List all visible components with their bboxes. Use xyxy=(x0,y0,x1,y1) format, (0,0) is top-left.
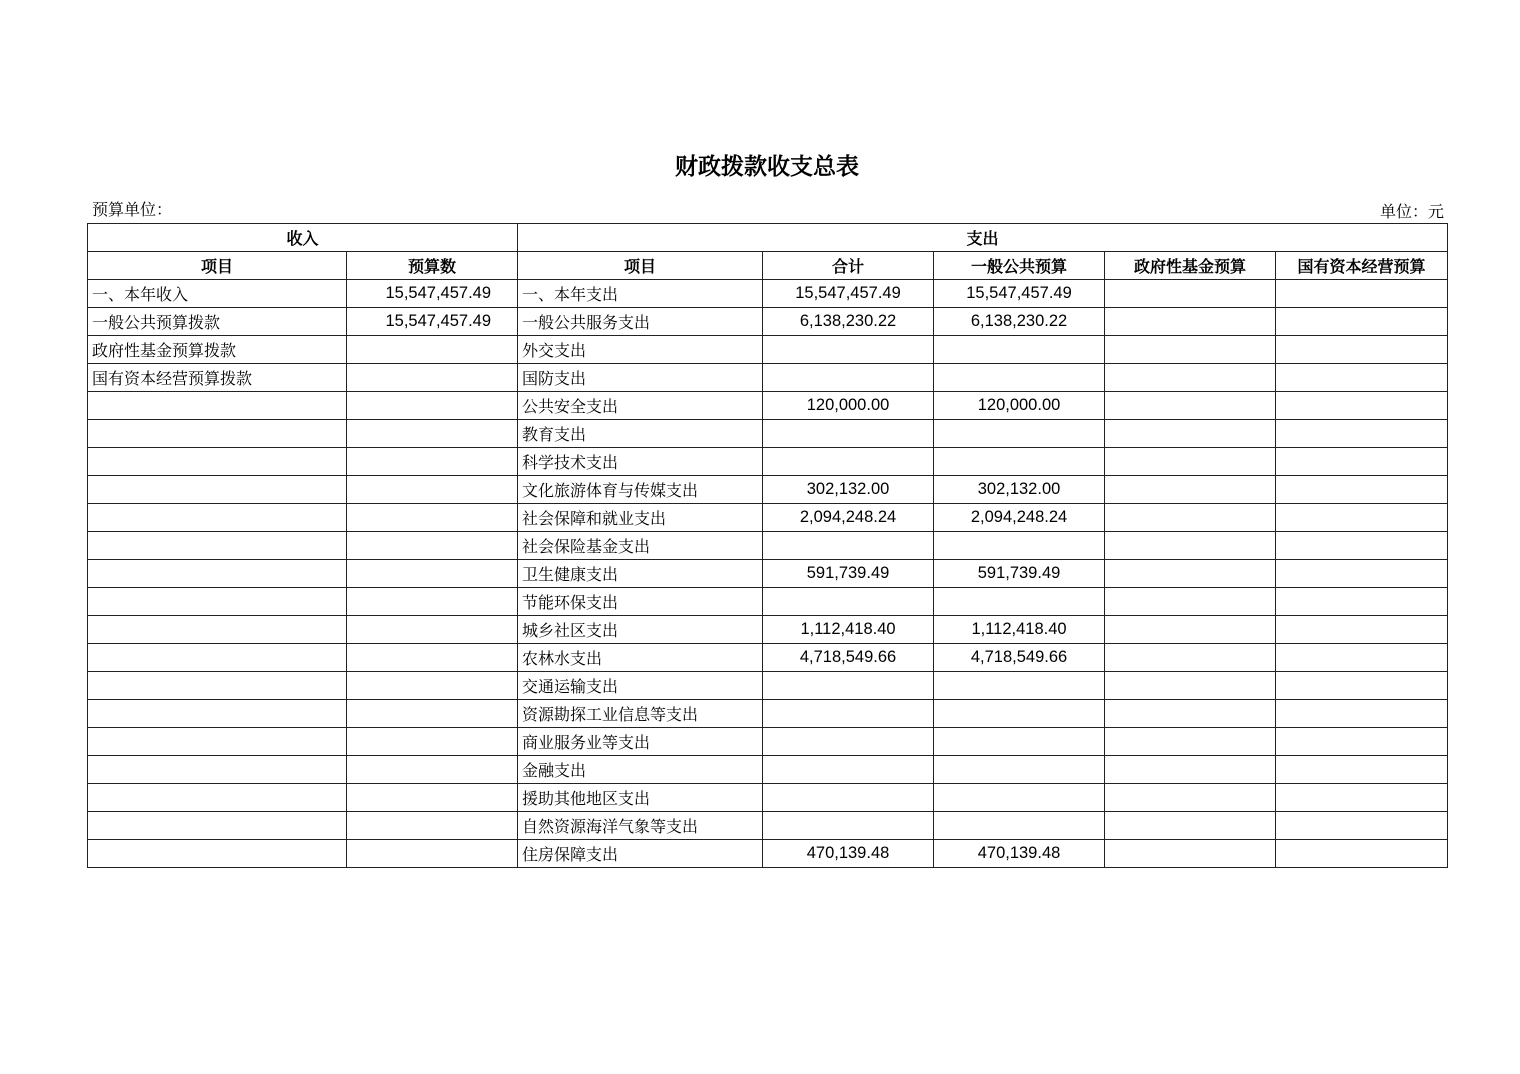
expense-item-cell: 资源勘探工业信息等支出 xyxy=(518,700,763,728)
gov-fund-cell xyxy=(1105,784,1276,812)
general-budget-cell: 120,000.00 xyxy=(934,392,1105,420)
state-capital-cell xyxy=(1276,672,1448,700)
expense-item-cell: 援助其他地区支出 xyxy=(518,784,763,812)
income-item-cell xyxy=(88,784,347,812)
income-item-cell xyxy=(88,532,347,560)
expense-item-cell: 交通运输支出 xyxy=(518,672,763,700)
table-row xyxy=(88,364,1448,392)
total-cell xyxy=(763,672,934,700)
table-row xyxy=(88,532,1448,560)
gov-fund-cell xyxy=(1105,840,1276,868)
income-group-header: 收入 xyxy=(88,224,518,252)
general-budget-cell xyxy=(934,588,1105,616)
table-row xyxy=(88,812,1448,840)
total-cell xyxy=(763,420,934,448)
income-amount-cell xyxy=(347,476,518,504)
general-budget-cell: 2,094,248.24 xyxy=(934,504,1105,532)
total-cell: 1,112,418.40 xyxy=(763,616,934,644)
income-amount-cell xyxy=(347,392,518,420)
general-budget-cell xyxy=(934,532,1105,560)
general-budget-cell xyxy=(934,700,1105,728)
table-body xyxy=(88,280,1448,868)
page-title: 财政拨款收支总表 xyxy=(675,154,859,180)
state-capital-cell xyxy=(1276,728,1448,756)
table-row xyxy=(88,616,1448,644)
state-capital-cell xyxy=(1276,756,1448,784)
income-amount-cell xyxy=(347,644,518,672)
column-header-row xyxy=(88,252,1448,280)
gov-fund-cell xyxy=(1105,392,1276,420)
income-item-cell xyxy=(88,476,347,504)
expense-item-cell: 金融支出 xyxy=(518,756,763,784)
income-item-cell xyxy=(88,448,347,476)
expense-item-cell: 城乡社区支出 xyxy=(518,616,763,644)
state-capital-cell xyxy=(1276,560,1448,588)
income-amount-cell xyxy=(347,728,518,756)
table-row xyxy=(88,448,1448,476)
table-row xyxy=(88,588,1448,616)
income-item-cell xyxy=(88,756,347,784)
income-amount-cell xyxy=(347,420,518,448)
expense-item-cell: 公共安全支出 xyxy=(518,392,763,420)
income-amount-cell xyxy=(347,336,518,364)
income-amount-cell xyxy=(347,448,518,476)
table-row xyxy=(88,420,1448,448)
total-cell xyxy=(763,756,934,784)
table-row xyxy=(88,840,1448,868)
gov-fund-cell xyxy=(1105,336,1276,364)
state-capital-cell xyxy=(1276,364,1448,392)
col-gov-fund-budget: 政府性基金预算 xyxy=(1105,252,1276,280)
income-item-cell xyxy=(88,588,347,616)
total-cell: 302,132.00 xyxy=(763,476,934,504)
table-row xyxy=(88,728,1448,756)
total-cell: 2,094,248.24 xyxy=(763,504,934,532)
income-amount-cell xyxy=(347,588,518,616)
table-row xyxy=(88,644,1448,672)
col-income-item: 项目 xyxy=(88,252,347,280)
table-row xyxy=(88,476,1448,504)
expense-item-cell: 住房保障支出 xyxy=(518,840,763,868)
general-budget-cell xyxy=(934,336,1105,364)
col-total: 合计 xyxy=(763,252,934,280)
expense-item-cell: 农林水支出 xyxy=(518,644,763,672)
general-budget-cell: 6,138,230.22 xyxy=(934,308,1105,336)
income-amount-cell xyxy=(347,700,518,728)
income-amount-cell xyxy=(347,532,518,560)
income-amount-cell xyxy=(347,812,518,840)
expense-item-cell: 卫生健康支出 xyxy=(518,560,763,588)
general-budget-cell: 302,132.00 xyxy=(934,476,1105,504)
table-row xyxy=(88,784,1448,812)
col-income-amount: 预算数 xyxy=(347,252,518,280)
general-budget-cell xyxy=(934,756,1105,784)
total-cell xyxy=(763,336,934,364)
expense-item-cell: 社会保险基金支出 xyxy=(518,532,763,560)
income-item-cell xyxy=(88,392,347,420)
income-item-cell xyxy=(88,700,347,728)
income-item-cell: 一、本年收入 xyxy=(88,280,347,308)
income-amount-cell xyxy=(347,504,518,532)
general-budget-cell xyxy=(934,420,1105,448)
expense-item-cell: 社会保障和就业支出 xyxy=(518,504,763,532)
total-cell: 470,139.48 xyxy=(763,840,934,868)
total-cell xyxy=(763,364,934,392)
general-budget-cell xyxy=(934,784,1105,812)
col-general-budget: 一般公共预算 xyxy=(934,252,1105,280)
general-budget-cell xyxy=(934,728,1105,756)
gov-fund-cell xyxy=(1105,308,1276,336)
income-item-cell xyxy=(88,672,347,700)
gov-fund-cell xyxy=(1105,420,1276,448)
income-item-cell xyxy=(88,812,347,840)
gov-fund-cell xyxy=(1105,504,1276,532)
total-cell: 15,547,457.49 xyxy=(763,280,934,308)
general-budget-cell: 15,547,457.49 xyxy=(934,280,1105,308)
table-row xyxy=(88,560,1448,588)
table-row xyxy=(88,672,1448,700)
income-item-cell xyxy=(88,420,347,448)
total-cell xyxy=(763,448,934,476)
col-state-capital-budget: 国有资本经营预算 xyxy=(1276,252,1448,280)
state-capital-cell xyxy=(1276,336,1448,364)
gov-fund-cell xyxy=(1105,700,1276,728)
general-budget-cell xyxy=(934,812,1105,840)
table-row xyxy=(88,504,1448,532)
state-capital-cell xyxy=(1276,476,1448,504)
total-cell xyxy=(763,532,934,560)
gov-fund-cell xyxy=(1105,280,1276,308)
income-amount-cell xyxy=(347,784,518,812)
income-item-cell: 国有资本经营预算拨款 xyxy=(88,364,347,392)
expense-item-cell: 商业服务业等支出 xyxy=(518,728,763,756)
general-budget-cell xyxy=(934,672,1105,700)
total-cell xyxy=(763,784,934,812)
gov-fund-cell xyxy=(1105,756,1276,784)
state-capital-cell xyxy=(1276,308,1448,336)
expense-item-cell: 一般公共服务支出 xyxy=(518,308,763,336)
income-amount-cell xyxy=(347,672,518,700)
general-budget-cell xyxy=(934,364,1105,392)
gov-fund-cell xyxy=(1105,476,1276,504)
income-item-cell xyxy=(88,616,347,644)
expense-item-cell: 科学技术支出 xyxy=(518,448,763,476)
gov-fund-cell xyxy=(1105,728,1276,756)
gov-fund-cell xyxy=(1105,672,1276,700)
total-cell xyxy=(763,700,934,728)
gov-fund-cell xyxy=(1105,812,1276,840)
table-row xyxy=(88,392,1448,420)
state-capital-cell xyxy=(1276,644,1448,672)
income-amount-cell xyxy=(347,840,518,868)
gov-fund-cell xyxy=(1105,644,1276,672)
gov-fund-cell xyxy=(1105,532,1276,560)
table-row xyxy=(88,308,1448,336)
total-cell xyxy=(763,812,934,840)
state-capital-cell xyxy=(1276,504,1448,532)
gov-fund-cell xyxy=(1105,364,1276,392)
state-capital-cell xyxy=(1276,392,1448,420)
income-amount-cell xyxy=(347,364,518,392)
total-cell: 120,000.00 xyxy=(763,392,934,420)
state-capital-cell xyxy=(1276,280,1448,308)
income-amount-cell xyxy=(347,616,518,644)
gov-fund-cell xyxy=(1105,616,1276,644)
state-capital-cell xyxy=(1276,784,1448,812)
income-amount-cell: 15,547,457.49 xyxy=(347,280,518,308)
budget-table xyxy=(87,223,1448,868)
expense-item-cell: 节能环保支出 xyxy=(518,588,763,616)
income-item-cell: 政府性基金预算拨款 xyxy=(88,336,347,364)
state-capital-cell xyxy=(1276,812,1448,840)
expense-item-cell: 外交支出 xyxy=(518,336,763,364)
income-item-cell xyxy=(88,728,347,756)
currency-unit-label: 单位：元 xyxy=(1379,202,1444,221)
state-capital-cell xyxy=(1276,616,1448,644)
general-budget-cell: 470,139.48 xyxy=(934,840,1105,868)
total-cell xyxy=(763,588,934,616)
total-cell xyxy=(763,728,934,756)
state-capital-cell xyxy=(1276,420,1448,448)
expense-item-cell: 一、本年支出 xyxy=(518,280,763,308)
state-capital-cell xyxy=(1276,700,1448,728)
income-item-cell: 一般公共预算拨款 xyxy=(88,308,347,336)
state-capital-cell xyxy=(1276,840,1448,868)
total-cell: 591,739.49 xyxy=(763,560,934,588)
state-capital-cell xyxy=(1276,448,1448,476)
group-header-row xyxy=(88,224,1448,252)
gov-fund-cell xyxy=(1105,560,1276,588)
income-amount-cell xyxy=(347,756,518,784)
total-cell: 4,718,549.66 xyxy=(763,644,934,672)
state-capital-cell xyxy=(1276,532,1448,560)
income-item-cell xyxy=(88,644,347,672)
general-budget-cell: 4,718,549.66 xyxy=(934,644,1105,672)
general-budget-cell xyxy=(934,448,1105,476)
table-row xyxy=(88,756,1448,784)
income-amount-cell: 15,547,457.49 xyxy=(347,308,518,336)
expense-item-cell: 文化旅游体育与传媒支出 xyxy=(518,476,763,504)
income-amount-cell xyxy=(347,560,518,588)
general-budget-cell: 591,739.49 xyxy=(934,560,1105,588)
general-budget-cell: 1,112,418.40 xyxy=(934,616,1105,644)
total-cell: 6,138,230.22 xyxy=(763,308,934,336)
gov-fund-cell xyxy=(1105,588,1276,616)
budget-unit-label: 预算单位： xyxy=(92,200,173,219)
expense-item-cell: 教育支出 xyxy=(518,420,763,448)
table-row xyxy=(88,336,1448,364)
income-item-cell xyxy=(88,560,347,588)
table-row xyxy=(88,700,1448,728)
state-capital-cell xyxy=(1276,588,1448,616)
income-item-cell xyxy=(88,840,347,868)
col-expense-item: 项目 xyxy=(518,252,763,280)
gov-fund-cell xyxy=(1105,448,1276,476)
expense-item-cell: 国防支出 xyxy=(518,364,763,392)
income-item-cell xyxy=(88,504,347,532)
expense-group-header: 支出 xyxy=(518,224,1448,252)
table-row xyxy=(88,280,1448,308)
expense-item-cell: 自然资源海洋气象等支出 xyxy=(518,812,763,840)
